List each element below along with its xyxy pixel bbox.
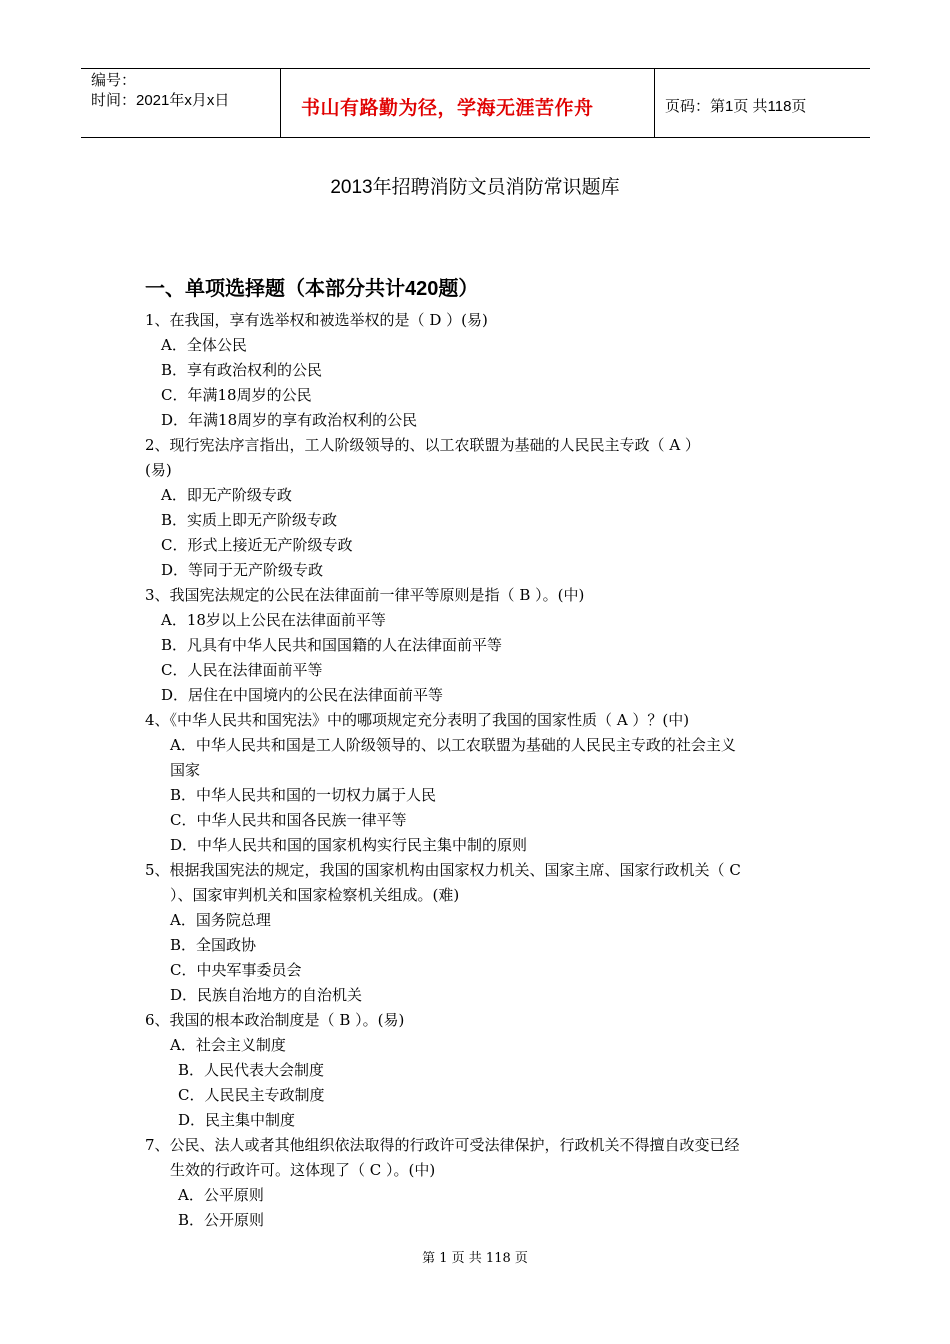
option-line: C．人民民主专政制度: [178, 1086, 325, 1104]
header-page-info: 页码：第1页 共118页: [665, 98, 807, 115]
option-line: D．等同于无产阶级专政: [161, 561, 324, 579]
option-line: B．全国政协: [170, 936, 257, 954]
question-line: 5、根据我国宪法的规定，我国的国家机构由国家权力机关、国家主席、国家行政机关（ C: [145, 861, 741, 879]
option-line: D．中华人民共和国的国家机构实行民主集中制的原则: [170, 836, 528, 854]
option-line: B．中华人民共和国的一切权力属于人民: [170, 786, 437, 804]
option-line: A．中华人民共和国是工人阶级领导的、以工农联盟为基础的人民民主专政的社会主义: [170, 736, 736, 754]
question-line: (易): [145, 461, 172, 479]
option-line: B．凡具有中华人民共和国国籍的人在法律面前平等: [161, 636, 503, 654]
question-line: 6、我国的根本政治制度是（ B ）。(易): [145, 1011, 405, 1029]
section-title: 一、单项选择题（本部分共计420题）: [145, 278, 479, 300]
option-line: A．18岁以上公民在法律面前平等: [161, 611, 386, 629]
option-line: A．全体公民: [161, 336, 247, 354]
option-line: A．国务院总理: [170, 911, 271, 929]
option-line: C．人民在法律面前平等: [161, 661, 323, 679]
option-line: A．即无产阶级专政: [161, 486, 292, 504]
question-line: 7、公民、法人或者其他组织依法取得的行政许可受法律保护，行政机关不得擅自改变已经: [145, 1136, 740, 1154]
question-line: 1、在我国，享有选举权和被选举权的是（ D ）(易): [145, 311, 488, 329]
option-line: B．享有政治权利的公民: [161, 361, 323, 379]
option-line: D．民族自治地方的自治机关: [170, 986, 363, 1004]
question-line: 3、我国宪法规定的公民在法律面前一律平等原则是指（ B ）。(中): [145, 586, 585, 604]
option-line: D．居住在中国境内的公民在法律面前平等: [161, 686, 444, 704]
option-line: B．公开原则: [178, 1211, 265, 1229]
option-line: D．年满18周岁的享有政治权利的公民: [161, 411, 418, 429]
header-table: [81, 68, 870, 138]
number-label: 编号：: [91, 72, 137, 89]
option-line: C．形式上接近无产阶级专政: [161, 536, 353, 554]
document-title: 2013年招聘消防文员消防常识题库: [330, 177, 620, 198]
time-label: 时间：2021年x月x日: [91, 92, 230, 109]
option-line: C．年满18周岁的公民: [161, 386, 312, 404]
header-left-cell: [91, 71, 229, 111]
option-line: A．公平原则: [178, 1186, 264, 1204]
option-line: 国家: [170, 761, 201, 779]
header-motto: 书山有路勤为径，学海无涯苦作舟: [301, 97, 594, 119]
option-line: D．民主集中制度: [178, 1111, 296, 1129]
question-line: 2、现行宪法序言指出，工人阶级领导的、以工农联盟为基础的人民民主专政（ A ）: [145, 436, 700, 454]
option-line: B．人民代表大会制度: [178, 1061, 325, 1079]
option-line: C．中央军事委员会: [170, 961, 302, 979]
header-divider: [654, 69, 655, 137]
header-divider: [280, 69, 281, 137]
question-line: 4、《中华人民共和国宪法》中的哪项规定充分表明了我国的国家性质（ A ）？(中): [145, 711, 690, 729]
option-line: A．社会主义制度: [170, 1036, 286, 1054]
option-line: B．实质上即无产阶级专政: [161, 511, 338, 529]
question-line: ）、国家审判机关和国家检察机关组成。(难): [170, 886, 460, 904]
option-line: C．中华人民共和国各民族一律平等: [170, 811, 407, 829]
question-line: 生效的行政许可。这体现了（ C ）。(中): [170, 1161, 436, 1179]
page-footer: 第 1 页 共 118 页: [422, 1251, 528, 1266]
